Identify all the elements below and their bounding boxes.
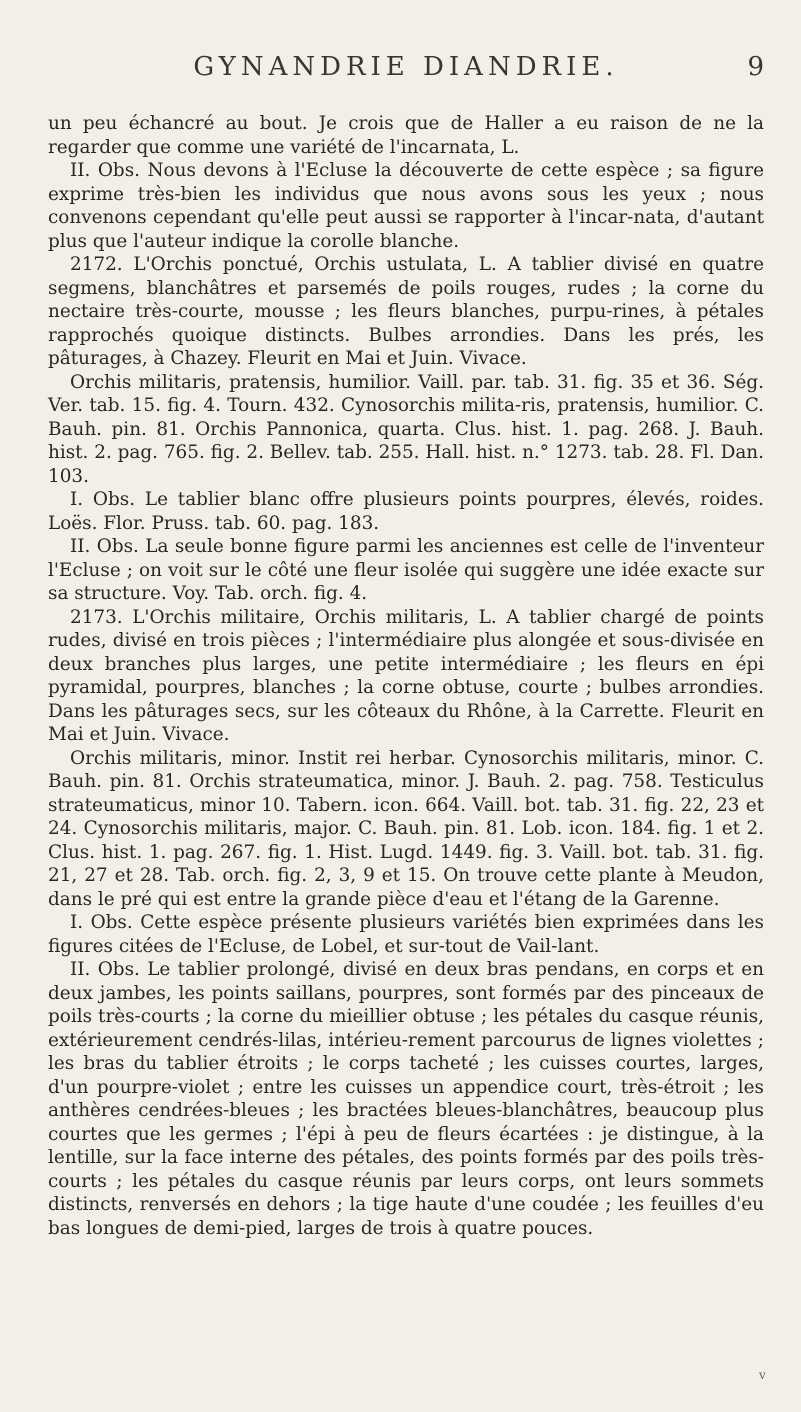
paragraph-entry-2173: 2173. L'Orchis militaire, Orchis militaris, L. A tablier chargé de points rudes, divisé en trois pièces ; l'intermédiaire plus alongée et sous-divisée en deux branches plus larges, une petite intermédiaire ; les fleurs en épi pyramidal, pourpres, blanches ; la corne obtuse, courte ; bulbes arrondies. Dans les pâturages secs, sur les côteaux du Rhône, à la Carrette. Fleurit en Mai et Juin. Vivace. (48, 606, 764, 745)
paragraph-synonyms-2173: Orchis militaris, minor. Instit rei herbar. Cynosorchis militaris, minor. C. Bauh. pin. 81. Orchis strateumatica, minor. J. Bauh. 2. pag. 758. Testiculus strateumaticus, minor 10. Tabern. icon. 664. Vaill. bot. tab. 31. fig. 22, 23 et 24. Cynosorchis militaris, major. C. Bauh. pin. 81. Lob. icon. 184. fig. 1 et 2. Clus. hist. 1. pag. 267. fig. 1. Hist. Lugd. 1449. fig. 3. Vaill. bot. tab. 31. fig. 21, 27 et 28. Tab. orch. fig. 2, 3, 9 et 15. On trouve cette plante à Meudon, dans le pré qui est entre la grande pièce d'eau et l'étang de la Garenne. (48, 747, 764, 910)
page-header (48, 52, 764, 92)
paragraph-entry-2172: 2172. L'Orchis ponctué, Orchis ustulata, L. A tablier divisé en quatre segmens, blanchâtres et parsemés de poils rouges, rudes ; la corne du nectaire très-courte, mousse ; les fleurs blanches, purpu-rines, à pétales rapprochés quoique distincts. Bulbes arrondies. Dans les prés, les pâturages, à Chazey. Fleurit en Mai et Juin. Vivace. (48, 254, 764, 369)
paragraph-obs-i: I. Obs. Cette espèce présente plusieurs variétés bien exprimées dans les figures citées de l'Ecluse, de Lobel, et sur-tout de Vail-lant. (48, 912, 764, 957)
paragraph-obs-ii: II. Obs. Le tablier prolongé, divisé en deux bras pendans, en corps et en deux jambes, les points saillans, pourpres, sont formés par des pinceaux de poils très-courts ; la corne du mieillier obtuse ; les pétales du casque réunis, extérieurement cendrés-lilas, intérieu-rement parcourus de lignes violettes ; les bras du tablier étroits ; le corps tacheté ; les cuisses courtes, larges, d'un pourpre-violet ; entre les cuisses un appendice court, très-étroit ; les anthères cendrées-bleues ; les bractées bleues-blanchâtres, beaucoup plus courtes que les germes ; l'épi à peu de fleurs écartées : je distingue, à la lentille, sur la face interne des pétales, des points formés par des poils très-courts ; les pétales du casque réunis par leurs corps, ont leurs sommets distincts, renversés en dehors ; la tige haute d'une coudée ; les feuilles d'eu bas longues de demi-pied, larges de trois à quatre pouces. (48, 959, 764, 1239)
paragraph-obs-i: I. Obs. Le tablier blanc offre plusieurs points pourpres, élevés, roides. Loës. Flor. Pruss. tab. 60. pag. 183. (48, 489, 764, 534)
running-head: GYNANDRIE DIANDRIE. (193, 52, 619, 82)
paragraph-obs-ii: II. Obs. Nous devons à l'Ecluse la découverte de cette espèce ; sa figure exprime très-bien les individus que nous avons sous les yeux ; nous convenons cependant qu'elle peut aussi se rapporter à l'incar-nata, d'autant plus que l'auteur indique la corolle blanche. (48, 160, 764, 252)
page-number: 9 (747, 52, 764, 82)
paragraph-continuation: un peu échancré au bout. Je crois que de Haller a eu raison de ne la regarder que comme une variété de l'incarnata, L. (48, 113, 764, 158)
body-text (48, 112, 764, 1240)
paragraph-obs-ii: II. Obs. La seule bonne figure parmi les anciennes est celle de l'inventeur l'Ecluse ; on voit sur le côté une fleur isolée qui suggère une idée exacte sur sa structure. Voy. Tab. orch. fig. 4. (48, 536, 764, 604)
paragraph-synonyms-2172: Orchis militaris, pratensis, humilior. Vaill. par. tab. 31. fig. 35 et 36. Ség. Ver. tab. 15. fig. 4. Tourn. 432. Cynosorchis milita-ris, pratensis, humilior. C. Bauh. pin. 81. Orchis Pannonica, quarta. Clus. hist. 1. pag. 268. J. Bauh. hist. 2. pag. 765. fig. 2. Bellev. tab. 255. Hall. hist. n.° 1273. tab. 28. Fl. Dan. 103. (48, 371, 764, 487)
footer-mark: v (759, 1368, 766, 1382)
